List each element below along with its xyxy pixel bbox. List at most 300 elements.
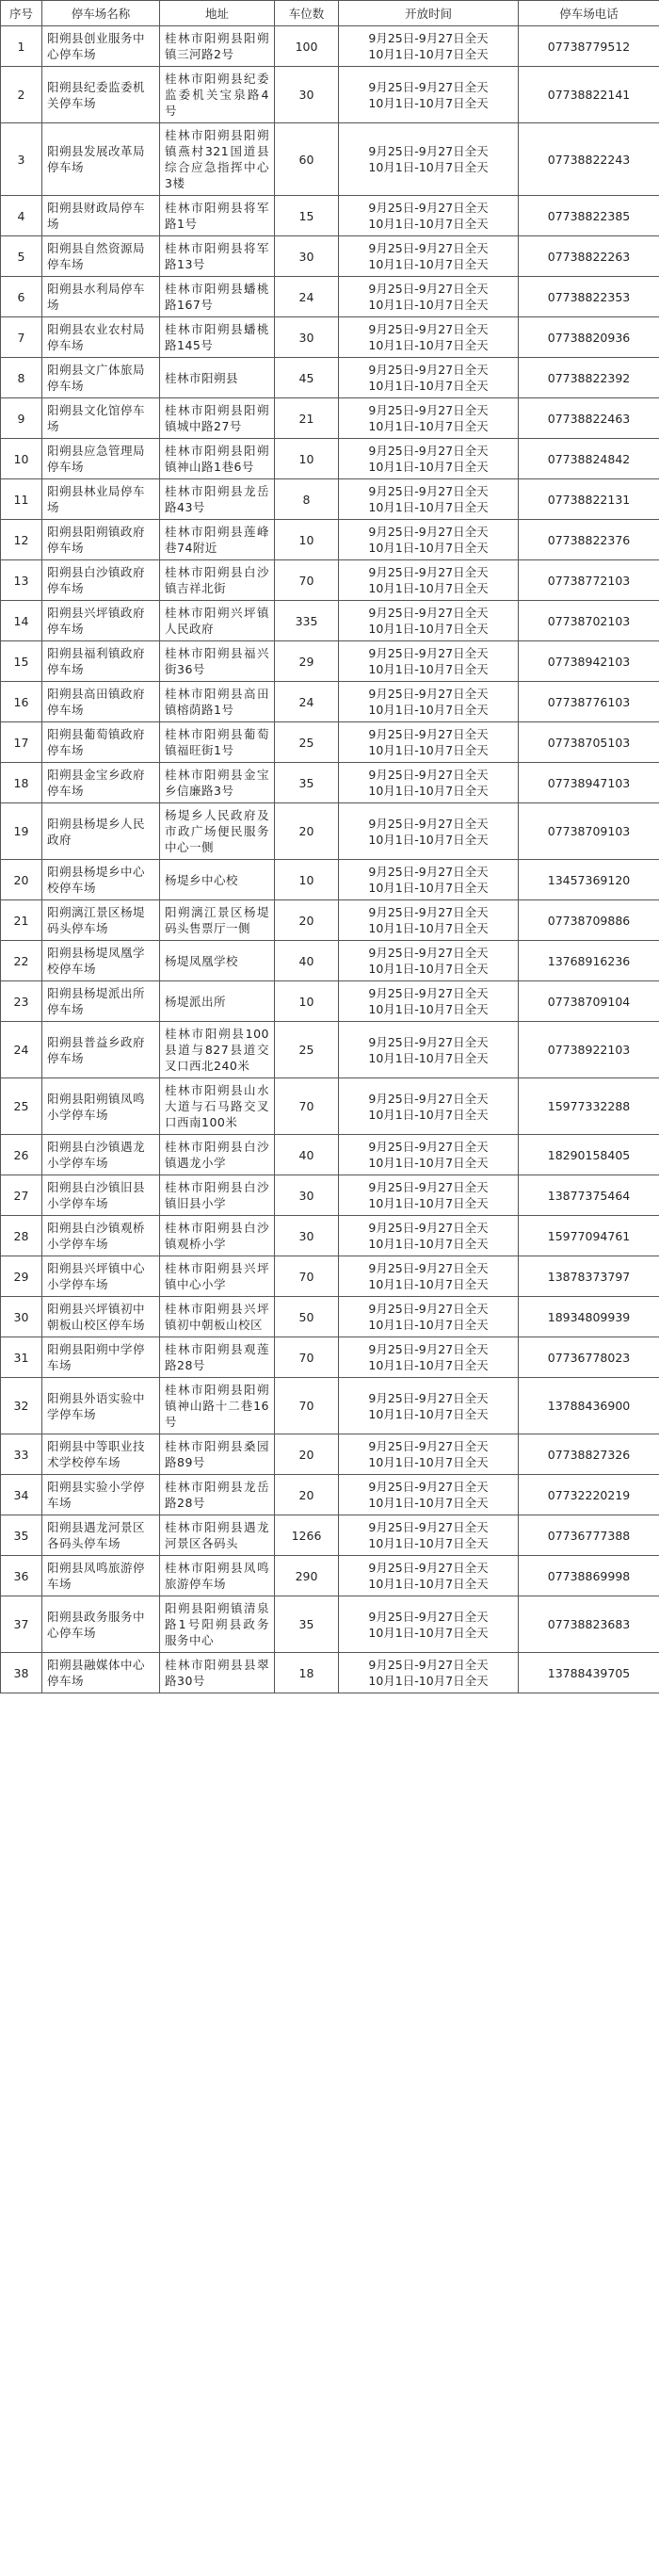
cell-hours (339, 1378, 519, 1434)
cell-no: 21 (1, 900, 42, 941)
hours-line: 10月1日-10月7日全天 (368, 1455, 489, 1469)
hours-line: 9月25日-9月27日全天 (368, 986, 489, 1000)
cell-no: 3 (1, 123, 42, 196)
cell-address: 杨堤凤凰学校 (160, 941, 275, 981)
cell-address: 桂林市阳朔县山水大道与石马路交叉口西南100米 (160, 1078, 275, 1135)
cell-phone: 07738709886 (519, 900, 659, 941)
cell-hours (339, 236, 519, 277)
cell-name: 阳朔县水利局停车场 (42, 277, 160, 317)
cell-no: 30 (1, 1297, 42, 1337)
cell-no: 26 (1, 1135, 42, 1175)
cell-address: 桂林市阳朔县白沙镇旧县小学 (160, 1175, 275, 1216)
cell-name: 阳朔县文广体旅局停车场 (42, 358, 160, 398)
cell-address: 桂林市阳朔兴坪镇人民政府 (160, 601, 275, 641)
cell-name: 阳朔县应急管理局停车场 (42, 439, 160, 479)
cell-hours (339, 317, 519, 358)
cell-phone: 07738827326 (519, 1434, 659, 1475)
cell-address: 阳朔漓江景区杨堤码头售票厅一侧 (160, 900, 275, 941)
cell-phone: 07738922103 (519, 1022, 659, 1078)
cell-name: 阳朔县杨堤派出所停车场 (42, 981, 160, 1022)
cell-hours (339, 196, 519, 236)
hours-line: 9月25日-9月27日全天 (368, 1034, 489, 1049)
cell-spaces: 70 (275, 1078, 339, 1135)
hours-line: 9月25日-9月27日全天 (368, 322, 489, 336)
cell-name: 阳朔县自然资源局停车场 (42, 236, 160, 277)
cell-name: 阳朔县高田镇政府停车场 (42, 682, 160, 722)
cell-hours (339, 1475, 519, 1515)
cell-phone: 07732220219 (519, 1475, 659, 1515)
cell-name: 阳朔县融媒体中心停车场 (42, 1653, 160, 1693)
header-address: 地址 (160, 1, 275, 26)
cell-no: 35 (1, 1515, 42, 1556)
table-row (1, 1596, 659, 1653)
cell-hours (339, 277, 519, 317)
cell-spaces: 35 (275, 763, 339, 803)
table-row (1, 1378, 659, 1434)
hours-line: 10月1日-10月7日全天 (368, 298, 489, 312)
cell-spaces: 40 (275, 1135, 339, 1175)
hours-line: 9月25日-9月27日全天 (368, 1609, 489, 1624)
cell-address: 桂林市阳朔县阳朔镇神山路十二巷16号 (160, 1378, 275, 1434)
cell-address: 桂林市阳朔县白沙镇吉祥北街 (160, 560, 275, 601)
hours-line: 10月1日-10月7日全天 (368, 419, 489, 433)
hours-line: 9月25日-9月27日全天 (368, 1390, 489, 1405)
cell-name: 阳朔县杨堤凤凰学校停车场 (42, 941, 160, 981)
hours-line: 10月1日-10月7日全天 (368, 160, 489, 174)
cell-phone: 15977332288 (519, 1078, 659, 1135)
hours-line: 10月1日-10月7日全天 (368, 662, 489, 676)
hours-line: 9月25日-9月27日全天 (368, 403, 489, 417)
hours-line: 9月25日-9月27日全天 (368, 865, 489, 879)
cell-spaces: 15 (275, 196, 339, 236)
hours-line: 9月25日-9月27日全天 (368, 363, 489, 377)
hours-line: 9月25日-9月27日全天 (368, 484, 489, 498)
cell-address: 杨堤乡人民政府及市政广场便民服务中心一侧 (160, 803, 275, 860)
cell-name: 阳朔县遇龙河景区各码头停车场 (42, 1515, 160, 1556)
cell-hours (339, 439, 519, 479)
cell-hours (339, 900, 519, 941)
cell-spaces: 24 (275, 277, 339, 317)
cell-name: 阳朔县创业服务中心停车场 (42, 26, 160, 67)
cell-phone: 13768916236 (519, 941, 659, 981)
cell-name: 阳朔县兴坪镇初中朝板山校区停车场 (42, 1297, 160, 1337)
cell-phone: 07738822376 (519, 520, 659, 560)
hours-line: 9月25日-9月27日全天 (368, 201, 489, 215)
cell-phone: 18934809939 (519, 1297, 659, 1337)
cell-phone: 07738822353 (519, 277, 659, 317)
cell-spaces: 70 (275, 1256, 339, 1297)
table-row (1, 860, 659, 900)
cell-spaces: 290 (275, 1556, 339, 1596)
table-header (1, 1, 659, 26)
cell-no: 1 (1, 26, 42, 67)
cell-hours (339, 1175, 519, 1216)
table-row (1, 722, 659, 763)
cell-no: 29 (1, 1256, 42, 1297)
hours-line: 10月1日-10月7日全天 (368, 1277, 489, 1291)
table-row (1, 1434, 659, 1475)
table-row (1, 1078, 659, 1135)
hours-line: 10月1日-10月7日全天 (368, 1406, 489, 1421)
cell-phone: 07738776103 (519, 682, 659, 722)
hours-line: 9月25日-9月27日全天 (368, 687, 489, 701)
cell-hours (339, 1434, 519, 1475)
cell-no: 32 (1, 1378, 42, 1434)
cell-no: 22 (1, 941, 42, 981)
hours-line: 9月25日-9月27日全天 (368, 1140, 489, 1154)
cell-spaces: 25 (275, 1022, 339, 1078)
table-row (1, 479, 659, 520)
cell-no: 8 (1, 358, 42, 398)
cell-address: 桂林市阳朔县龙岳路28号 (160, 1475, 275, 1515)
cell-no: 36 (1, 1556, 42, 1596)
cell-hours (339, 1022, 519, 1078)
hours-line: 10月1日-10月7日全天 (368, 1358, 489, 1372)
table-row (1, 601, 659, 641)
cell-name: 阳朔县阳朔镇凤鸣小学停车场 (42, 1078, 160, 1135)
cell-name: 阳朔县白沙镇遇龙小学停车场 (42, 1135, 160, 1175)
cell-hours (339, 479, 519, 520)
cell-phone: 07738822131 (519, 479, 659, 520)
cell-address: 桂林市阳朔县高田镇榕荫路1号 (160, 682, 275, 722)
table-row (1, 1475, 659, 1515)
hours-line: 10月1日-10月7日全天 (368, 703, 489, 717)
cell-phone: 07736777388 (519, 1515, 659, 1556)
cell-no: 20 (1, 860, 42, 900)
cell-hours (339, 682, 519, 722)
table-row (1, 763, 659, 803)
cell-hours (339, 981, 519, 1022)
hours-line: 10月1日-10月7日全天 (368, 581, 489, 595)
cell-spaces: 70 (275, 1378, 339, 1434)
hours-line: 10月1日-10月7日全天 (368, 95, 489, 110)
cell-name: 阳朔县实验小学停车场 (42, 1475, 160, 1515)
cell-name: 阳朔县外语实验中学停车场 (42, 1378, 160, 1434)
cell-no: 4 (1, 196, 42, 236)
cell-hours (339, 1596, 519, 1653)
table-row (1, 236, 659, 277)
cell-hours (339, 1256, 519, 1297)
header-no: 序号 (1, 1, 42, 26)
cell-phone: 07738823683 (519, 1596, 659, 1653)
cell-address: 桂林市阳朔县将军路13号 (160, 236, 275, 277)
cell-name: 阳朔县政务服务中心停车场 (42, 1596, 160, 1653)
cell-spaces: 30 (275, 1175, 339, 1216)
hours-line: 10月1日-10月7日全天 (368, 1196, 489, 1210)
cell-hours (339, 123, 519, 196)
cell-name: 阳朔县杨堤乡人民政府 (42, 803, 160, 860)
cell-no: 28 (1, 1216, 42, 1256)
cell-name: 阳朔漓江景区杨堤码头停车场 (42, 900, 160, 941)
cell-phone: 07738869998 (519, 1556, 659, 1596)
table-row (1, 1175, 659, 1216)
cell-no: 11 (1, 479, 42, 520)
hours-line: 9月25日-9月27日全天 (368, 646, 489, 660)
table-row (1, 1337, 659, 1378)
cell-no: 31 (1, 1337, 42, 1378)
table-row (1, 317, 659, 358)
table-row (1, 941, 659, 981)
cell-name: 阳朔县发展改革局停车场 (42, 123, 160, 196)
cell-phone: 07736778023 (519, 1337, 659, 1378)
cell-hours (339, 520, 519, 560)
hours-line: 9月25日-9月27日全天 (368, 816, 489, 831)
cell-phone: 07738947103 (519, 763, 659, 803)
cell-hours (339, 803, 519, 860)
cell-no: 24 (1, 1022, 42, 1078)
table-row (1, 439, 659, 479)
cell-spaces: 1266 (275, 1515, 339, 1556)
hours-line: 9月25日-9月27日全天 (368, 525, 489, 539)
cell-name: 阳朔县白沙镇政府停车场 (42, 560, 160, 601)
hours-line: 10月1日-10月7日全天 (368, 1107, 489, 1122)
cell-address: 桂林市阳朔县遇龙河景区各码头 (160, 1515, 275, 1556)
cell-address: 桂林市阳朔县蟠桃路167号 (160, 277, 275, 317)
hours-line: 10月1日-10月7日全天 (368, 460, 489, 474)
cell-hours (339, 1653, 519, 1693)
table-row (1, 641, 659, 682)
cell-name: 阳朔县阳朔中学停车场 (42, 1337, 160, 1378)
cell-no: 33 (1, 1434, 42, 1475)
cell-name: 阳朔县纪委监委机关停车场 (42, 67, 160, 123)
cell-address: 桂林市阳朔县莲峰巷74附近 (160, 520, 275, 560)
hours-line: 9月25日-9月27日全天 (368, 1180, 489, 1194)
table-row (1, 358, 659, 398)
table-row (1, 981, 659, 1022)
cell-address: 桂林市阳朔县将军路1号 (160, 196, 275, 236)
cell-hours (339, 860, 519, 900)
cell-phone: 07738705103 (519, 722, 659, 763)
cell-address: 桂林市阳朔县阳朔镇燕村321国道县综合应急指挥中心3楼 (160, 123, 275, 196)
hours-line: 10月1日-10月7日全天 (368, 784, 489, 798)
cell-phone: 07738822263 (519, 236, 659, 277)
cell-address: 杨堤乡中心校 (160, 860, 275, 900)
cell-hours (339, 560, 519, 601)
cell-no: 17 (1, 722, 42, 763)
cell-name: 阳朔县农业农村局停车场 (42, 317, 160, 358)
cell-address: 桂林市阳朔县福兴街36号 (160, 641, 275, 682)
cell-spaces: 50 (275, 1297, 339, 1337)
header-spaces: 车位数 (275, 1, 339, 26)
table-row (1, 196, 659, 236)
cell-no: 7 (1, 317, 42, 358)
header-phone: 停车场电话 (519, 1, 659, 26)
cell-no: 2 (1, 67, 42, 123)
table-row (1, 123, 659, 196)
cell-no: 25 (1, 1078, 42, 1135)
hours-line: 9月25日-9月27日全天 (368, 1261, 489, 1275)
hours-line: 9月25日-9月27日全天 (368, 768, 489, 782)
cell-name: 阳朔县财政局停车场 (42, 196, 160, 236)
cell-no: 10 (1, 439, 42, 479)
table-row (1, 26, 659, 67)
hours-line: 10月1日-10月7日全天 (368, 541, 489, 555)
cell-hours (339, 763, 519, 803)
cell-address: 桂林市阳朔县兴坪镇初中朝板山校区 (160, 1297, 275, 1337)
table-row (1, 803, 659, 860)
cell-phone: 07738709104 (519, 981, 659, 1022)
cell-name: 阳朔县中等职业技术学校停车场 (42, 1434, 160, 1475)
cell-no: 6 (1, 277, 42, 317)
hours-line: 9月25日-9月27日全天 (368, 282, 489, 296)
hours-line: 10月1日-10月7日全天 (368, 47, 489, 61)
hours-line: 9月25日-9月27日全天 (368, 31, 489, 45)
cell-phone: 07738942103 (519, 641, 659, 682)
cell-address: 桂林市阳朔县县翠路30号 (160, 1653, 275, 1693)
cell-name: 阳朔县杨堤乡中心校停车场 (42, 860, 160, 900)
cell-hours (339, 398, 519, 439)
table-body (1, 26, 659, 1693)
cell-name: 阳朔县金宝乡政府停车场 (42, 763, 160, 803)
cell-phone: 07738822243 (519, 123, 659, 196)
cell-phone: 13878373797 (519, 1256, 659, 1297)
cell-address: 桂林市阳朔县金宝乡信廉路3号 (160, 763, 275, 803)
table-row (1, 1556, 659, 1596)
hours-line: 10月1日-10月7日全天 (368, 743, 489, 757)
cell-spaces: 40 (275, 941, 339, 981)
cell-phone: 07738822385 (519, 196, 659, 236)
cell-spaces: 21 (275, 398, 339, 439)
cell-phone: 07738772103 (519, 560, 659, 601)
cell-phone: 13457369120 (519, 860, 659, 900)
cell-spaces: 60 (275, 123, 339, 196)
cell-spaces: 35 (275, 1596, 339, 1653)
hours-line: 10月1日-10月7日全天 (368, 1318, 489, 1332)
cell-phone: 07738822141 (519, 67, 659, 123)
hours-line: 9月25日-9月27日全天 (368, 1561, 489, 1575)
table-row (1, 1515, 659, 1556)
table-row (1, 277, 659, 317)
hours-line: 10月1日-10月7日全天 (368, 622, 489, 636)
cell-name: 阳朔县白沙镇观桥小学停车场 (42, 1216, 160, 1256)
cell-name: 阳朔县林业局停车场 (42, 479, 160, 520)
cell-hours (339, 1216, 519, 1256)
cell-address: 桂林市阳朔县观莲路28号 (160, 1337, 275, 1378)
cell-no: 5 (1, 236, 42, 277)
cell-no: 19 (1, 803, 42, 860)
hours-line: 10月1日-10月7日全天 (368, 1536, 489, 1550)
table-row (1, 682, 659, 722)
cell-no: 18 (1, 763, 42, 803)
cell-hours (339, 1515, 519, 1556)
hours-line: 9月25日-9月27日全天 (368, 1221, 489, 1235)
hours-line: 10月1日-10月7日全天 (368, 338, 489, 352)
cell-spaces: 70 (275, 560, 339, 601)
cell-phone: 07738820936 (519, 317, 659, 358)
cell-no: 12 (1, 520, 42, 560)
cell-phone: 13788439705 (519, 1653, 659, 1693)
hours-line: 10月1日-10月7日全天 (368, 1674, 489, 1688)
table-row (1, 1135, 659, 1175)
cell-name: 阳朔县阳朔镇政府停车场 (42, 520, 160, 560)
cell-phone: 18290158405 (519, 1135, 659, 1175)
table-row (1, 1256, 659, 1297)
hours-line: 9月25日-9月27日全天 (368, 946, 489, 960)
hours-line: 10月1日-10月7日全天 (368, 1577, 489, 1591)
hours-line: 9月25日-9月27日全天 (368, 1658, 489, 1672)
cell-no: 23 (1, 981, 42, 1022)
table-row (1, 520, 659, 560)
cell-hours (339, 641, 519, 682)
cell-spaces: 335 (275, 601, 339, 641)
hours-line: 10月1日-10月7日全天 (368, 921, 489, 935)
cell-hours (339, 1078, 519, 1135)
cell-no: 37 (1, 1596, 42, 1653)
table-row (1, 1022, 659, 1078)
cell-spaces: 20 (275, 1434, 339, 1475)
hours-line: 10月1日-10月7日全天 (368, 1050, 489, 1065)
cell-spaces: 10 (275, 520, 339, 560)
hours-line: 9月25日-9月27日全天 (368, 1439, 489, 1453)
cell-address: 桂林市阳朔县阳朔镇城中路27号 (160, 398, 275, 439)
table-row (1, 67, 659, 123)
cell-hours (339, 1556, 519, 1596)
table-row (1, 1653, 659, 1693)
table-row (1, 1297, 659, 1337)
cell-address: 桂林市阳朔县兴坪镇中心小学 (160, 1256, 275, 1297)
cell-address: 桂林市阳朔县 (160, 358, 275, 398)
cell-no: 38 (1, 1653, 42, 1693)
cell-phone: 13788436900 (519, 1378, 659, 1434)
cell-hours (339, 941, 519, 981)
cell-address: 桂林市阳朔县100县道与827县道交叉口西北240米 (160, 1022, 275, 1078)
cell-address: 桂林市阳朔县白沙镇遇龙小学 (160, 1135, 275, 1175)
cell-address: 桂林市阳朔县阳朔镇神山路1巷6号 (160, 439, 275, 479)
cell-no: 15 (1, 641, 42, 682)
cell-phone: 15977094761 (519, 1216, 659, 1256)
hours-line: 9月25日-9月27日全天 (368, 565, 489, 579)
hours-line: 10月1日-10月7日全天 (368, 1002, 489, 1016)
hours-line: 10月1日-10月7日全天 (368, 1156, 489, 1170)
hours-line: 10月1日-10月7日全天 (368, 379, 489, 393)
cell-spaces: 29 (275, 641, 339, 682)
cell-no: 27 (1, 1175, 42, 1216)
cell-hours (339, 358, 519, 398)
cell-spaces: 20 (275, 1475, 339, 1515)
cell-name: 阳朔县兴坪镇中心小学停车场 (42, 1256, 160, 1297)
hours-line: 10月1日-10月7日全天 (368, 962, 489, 976)
hours-line: 9月25日-9月27日全天 (368, 727, 489, 741)
cell-name: 阳朔县普益乡政府停车场 (42, 1022, 160, 1078)
cell-spaces: 100 (275, 26, 339, 67)
hours-line: 9月25日-9月27日全天 (368, 905, 489, 919)
cell-spaces: 25 (275, 722, 339, 763)
hours-line: 9月25日-9月27日全天 (368, 79, 489, 94)
cell-phone: 07738822392 (519, 358, 659, 398)
table-row (1, 398, 659, 439)
header-row (1, 1, 659, 26)
hours-line: 9月25日-9月27日全天 (368, 1302, 489, 1316)
cell-no: 16 (1, 682, 42, 722)
cell-phone: 07738779512 (519, 26, 659, 67)
cell-name: 阳朔县葡萄镇政府停车场 (42, 722, 160, 763)
cell-spaces: 10 (275, 860, 339, 900)
hours-line: 9月25日-9月27日全天 (368, 444, 489, 458)
cell-spaces: 30 (275, 67, 339, 123)
cell-phone: 07738824842 (519, 439, 659, 479)
cell-hours (339, 722, 519, 763)
cell-name: 阳朔县兴坪镇政府停车场 (42, 601, 160, 641)
cell-address: 桂林市阳朔县纪委监委机关宝泉路4号 (160, 67, 275, 123)
cell-no: 9 (1, 398, 42, 439)
cell-address: 桂林市阳朔县桑园路89号 (160, 1434, 275, 1475)
cell-hours (339, 1135, 519, 1175)
hours-line: 10月1日-10月7日全天 (368, 1237, 489, 1251)
hours-line: 9月25日-9月27日全天 (368, 1520, 489, 1534)
hours-line: 10月1日-10月7日全天 (368, 1625, 489, 1640)
cell-spaces: 20 (275, 803, 339, 860)
hours-line: 10月1日-10月7日全天 (368, 217, 489, 231)
